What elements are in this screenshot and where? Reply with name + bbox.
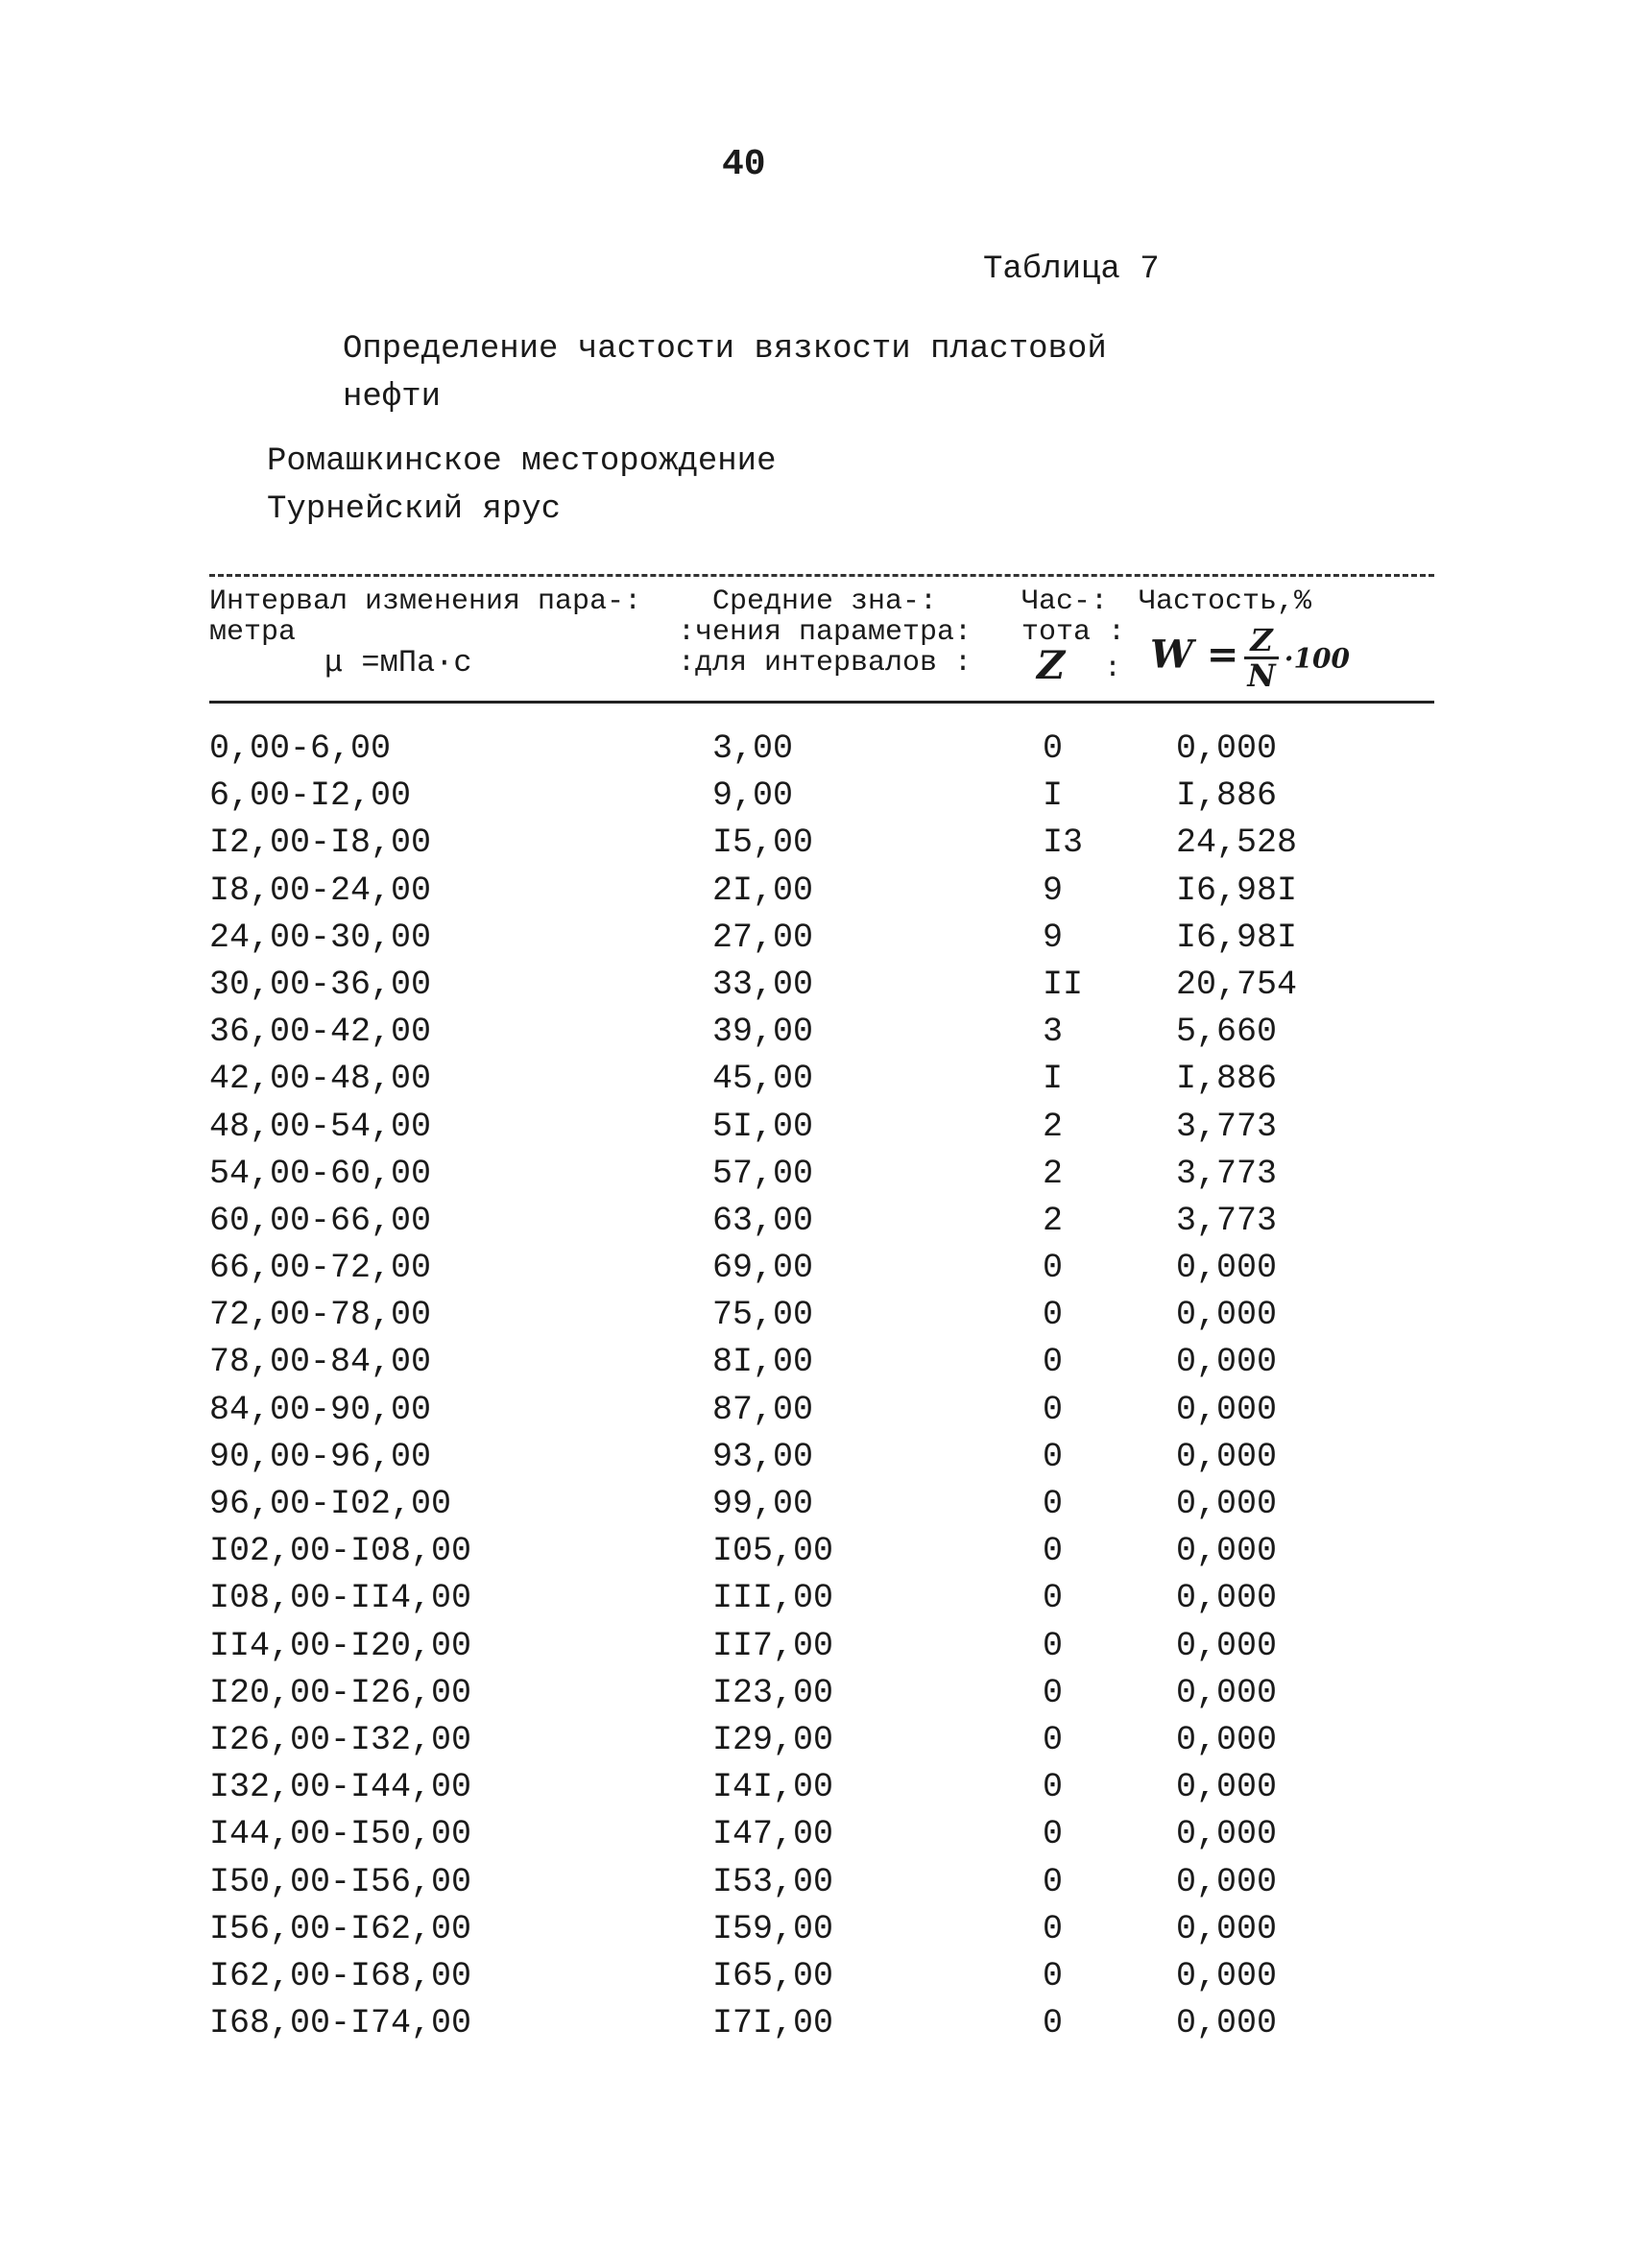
frequency-cell: I,886	[1176, 776, 1278, 816]
frequency-cell: 0,000	[1176, 1390, 1278, 1429]
frequency-cell: 0,000	[1176, 1532, 1278, 1571]
table-row	[0, 1155, 1633, 1202]
table-row	[0, 1721, 1633, 1768]
field-name: Ромашкинское месторождение	[267, 443, 777, 480]
interval-cell: 36,00-42,00	[209, 1013, 432, 1052]
count-cell: I	[1043, 776, 1064, 816]
header-bottom-rule	[209, 701, 1434, 704]
header-col3-line1: Час-:	[1021, 585, 1109, 618]
count-cell: II	[1043, 965, 1084, 1004]
count-cell: I3	[1043, 824, 1084, 863]
mean-value-cell: 99,00	[712, 1485, 814, 1523]
stage-name: Турнейский ярус	[267, 491, 562, 528]
mean-value-cell: II7,00	[712, 1626, 834, 1665]
interval-cell: 48,00-54,00	[209, 1107, 432, 1146]
interval-cell: 60,00-66,00	[209, 1201, 432, 1240]
table-row	[0, 919, 1633, 966]
count-cell: 0	[1043, 1249, 1064, 1288]
interval-cell: I56,00-I62,00	[209, 1909, 472, 1948]
interval-cell: I02,00-I08,00	[209, 1532, 472, 1571]
interval-cell: I62,00-I68,00	[209, 1956, 472, 1995]
count-cell: 3	[1043, 1013, 1064, 1052]
mean-value-cell: I05,00	[712, 1532, 834, 1571]
frequency-cell: 0,000	[1176, 1909, 1278, 1948]
frequency-cell: 0,000	[1176, 1768, 1278, 1807]
frequency-cell: 3,773	[1176, 1201, 1278, 1240]
interval-cell: I20,00-I26,00	[209, 1673, 472, 1712]
table-row	[0, 1485, 1633, 1532]
interval-cell: I50,00-I56,00	[209, 1862, 472, 1901]
mean-value-cell: 93,00	[712, 1437, 814, 1476]
frequency-cell: I6,98I	[1176, 918, 1298, 957]
interval-cell: 84,00-90,00	[209, 1390, 432, 1429]
count-cell: 0	[1043, 1532, 1064, 1571]
header-col3-line2: тота :	[1021, 616, 1126, 649]
table-row	[0, 1579, 1633, 1626]
header-col4-line1: Частость,%	[1139, 585, 1312, 618]
interval-cell: I44,00-I50,00	[209, 1815, 472, 1854]
count-cell: 0	[1043, 1909, 1064, 1948]
formula-tail: ·100	[1284, 642, 1350, 675]
interval-cell: 0,00-6,00	[209, 729, 392, 768]
header-col3-separator: :	[1104, 653, 1122, 685]
frequency-cell: 0,000	[1176, 1956, 1278, 1995]
table-row	[0, 1343, 1633, 1390]
frequency-cell: 0,000	[1176, 1815, 1278, 1854]
page-number: 40	[722, 144, 766, 185]
table-row	[0, 1532, 1633, 1579]
count-cell: I	[1043, 1060, 1064, 1099]
header-col2-line2: :чения параметра:	[678, 616, 973, 649]
interval-cell: 66,00-72,00	[209, 1249, 432, 1288]
interval-cell: 42,00-48,00	[209, 1060, 432, 1099]
mean-value-cell: 27,00	[712, 918, 814, 957]
count-cell: 0	[1043, 1390, 1064, 1429]
interval-cell: I32,00-I44,00	[209, 1768, 472, 1807]
count-cell: 9	[1043, 871, 1064, 910]
table-row	[0, 1438, 1633, 1485]
table-row	[0, 871, 1633, 919]
table-row	[0, 1249, 1633, 1296]
count-cell: 0	[1043, 729, 1064, 768]
count-cell: 0	[1043, 1956, 1064, 1995]
interval-cell: I08,00-II4,00	[209, 1579, 472, 1618]
mean-value-cell: 33,00	[712, 965, 814, 1004]
header-col3-symbol: Z	[1037, 643, 1066, 688]
interval-cell: 78,00-84,00	[209, 1343, 432, 1382]
header-col1-symbol: μ =мПа·с	[324, 645, 472, 680]
mean-value-cell: I53,00	[712, 1862, 834, 1901]
frequency-cell: 0,000	[1176, 1626, 1278, 1665]
formula-lhs: W =	[1150, 632, 1239, 678]
interval-cell: I68,00-I74,00	[209, 2004, 472, 2043]
count-cell: 0	[1043, 1768, 1064, 1807]
mean-value-cell: III,00	[712, 1579, 834, 1618]
mean-value-cell: 5I,00	[712, 1107, 814, 1146]
frequency-cell: 24,528	[1176, 824, 1298, 863]
interval-cell: 30,00-36,00	[209, 965, 432, 1004]
interval-cell: I26,00-I32,00	[209, 1720, 472, 1759]
count-cell: 0	[1043, 1862, 1064, 1901]
table-row	[0, 1060, 1633, 1107]
count-cell: 0	[1043, 1579, 1064, 1618]
interval-cell: I2,00-I8,00	[209, 824, 432, 863]
interval-cell: II4,00-I20,00	[209, 1626, 472, 1665]
count-cell: 0	[1043, 2004, 1064, 2043]
table-label: Таблица 7	[983, 251, 1160, 288]
table-row	[0, 966, 1633, 1013]
frequency-cell: 0,000	[1176, 1485, 1278, 1523]
interval-cell: 96,00-I02,00	[209, 1485, 452, 1523]
frequency-cell: 0,000	[1176, 1296, 1278, 1335]
count-cell: 2	[1043, 1154, 1064, 1193]
frequency-cell: 20,754	[1176, 965, 1298, 1004]
mean-value-cell: I5,00	[712, 824, 814, 863]
count-cell: 0	[1043, 1815, 1064, 1854]
table-title-line-2: нефти	[343, 379, 442, 416]
mean-value-cell: 63,00	[712, 1201, 814, 1240]
mean-value-cell: 75,00	[712, 1296, 814, 1335]
mean-value-cell: I7I,00	[712, 2004, 834, 2043]
mean-value-cell: I4I,00	[712, 1768, 834, 1807]
table-row	[0, 1957, 1633, 2004]
mean-value-cell: 57,00	[712, 1154, 814, 1193]
frequency-cell: 0,000	[1176, 1437, 1278, 1476]
header-col2-line1: Средние зна-:	[712, 585, 938, 618]
table-row	[0, 1815, 1633, 1862]
interval-cell: 54,00-60,00	[209, 1154, 432, 1193]
mean-value-cell: 9,00	[712, 776, 794, 816]
header-col1-line1: Интервал изменения пара-:	[209, 585, 642, 618]
count-cell: 2	[1043, 1201, 1064, 1240]
table-row	[0, 1768, 1633, 1815]
interval-cell: 6,00-I2,00	[209, 776, 412, 816]
frequency-cell: 0,000	[1176, 1579, 1278, 1618]
frequency-cell: 0,000	[1176, 1249, 1278, 1288]
formula-denominator: N	[1247, 657, 1276, 694]
table-title-line-1: Определение частости вязкости пластовой	[343, 331, 1107, 368]
formula-numerator: Z	[1244, 624, 1278, 659]
table-row	[0, 1627, 1633, 1674]
header-top-rule	[209, 574, 1434, 577]
table-row	[0, 1863, 1633, 1910]
frequency-cell: 0,000	[1176, 1862, 1278, 1901]
frequency-cell: 0,000	[1176, 1720, 1278, 1759]
table-row	[0, 1910, 1633, 1957]
mean-value-cell: 87,00	[712, 1390, 814, 1429]
count-cell: 9	[1043, 918, 1064, 957]
interval-cell: I8,00-24,00	[209, 871, 432, 910]
table-row	[0, 776, 1633, 824]
interval-cell: 72,00-78,00	[209, 1296, 432, 1335]
table-row	[0, 1674, 1633, 1721]
table-row	[0, 729, 1633, 776]
formula-fraction	[1244, 624, 1278, 692]
mean-value-cell: 3,00	[712, 729, 794, 768]
interval-cell: 24,00-30,00	[209, 918, 432, 957]
frequency-cell: 0,000	[1176, 1673, 1278, 1712]
table-row	[0, 1296, 1633, 1343]
frequency-cell: I,886	[1176, 1060, 1278, 1099]
mean-value-cell: 39,00	[712, 1013, 814, 1052]
table-row	[0, 1391, 1633, 1438]
header-col1-line2: метра	[209, 616, 297, 649]
frequency-cell: 0,000	[1176, 729, 1278, 768]
mean-value-cell: 45,00	[712, 1060, 814, 1099]
count-cell: 0	[1043, 1343, 1064, 1382]
mean-value-cell: I65,00	[712, 1956, 834, 1995]
frequency-cell: I6,98I	[1176, 871, 1298, 910]
mean-value-cell: I23,00	[712, 1673, 834, 1712]
frequency-cell: 3,773	[1176, 1107, 1278, 1146]
count-cell: 0	[1043, 1673, 1064, 1712]
mean-value-cell: I47,00	[712, 1815, 834, 1854]
frequency-formula	[1150, 624, 1350, 692]
mean-value-cell: I29,00	[712, 1720, 834, 1759]
frequency-cell: 3,773	[1176, 1154, 1278, 1193]
mean-value-cell: 69,00	[712, 1249, 814, 1288]
count-cell: 0	[1043, 1720, 1064, 1759]
count-cell: 0	[1043, 1296, 1064, 1335]
interval-cell: 90,00-96,00	[209, 1437, 432, 1476]
table-row	[0, 1108, 1633, 1155]
count-cell: 0	[1043, 1437, 1064, 1476]
mean-value-cell: 2I,00	[712, 871, 814, 910]
count-cell: 0	[1043, 1626, 1064, 1665]
frequency-cell: 0,000	[1176, 2004, 1278, 2043]
mean-value-cell: I59,00	[712, 1909, 834, 1948]
count-cell: 0	[1043, 1485, 1064, 1523]
frequency-cell: 5,660	[1176, 1013, 1278, 1052]
table-row	[0, 1013, 1633, 1060]
header-col2-line3: :для интервалов :	[678, 647, 973, 680]
table-row	[0, 1202, 1633, 1249]
count-cell: 2	[1043, 1107, 1064, 1146]
table-row	[0, 824, 1633, 871]
frequency-cell: 0,000	[1176, 1343, 1278, 1382]
mean-value-cell: 8I,00	[712, 1343, 814, 1382]
table-body	[0, 729, 1633, 2051]
table-row	[0, 2004, 1633, 2051]
